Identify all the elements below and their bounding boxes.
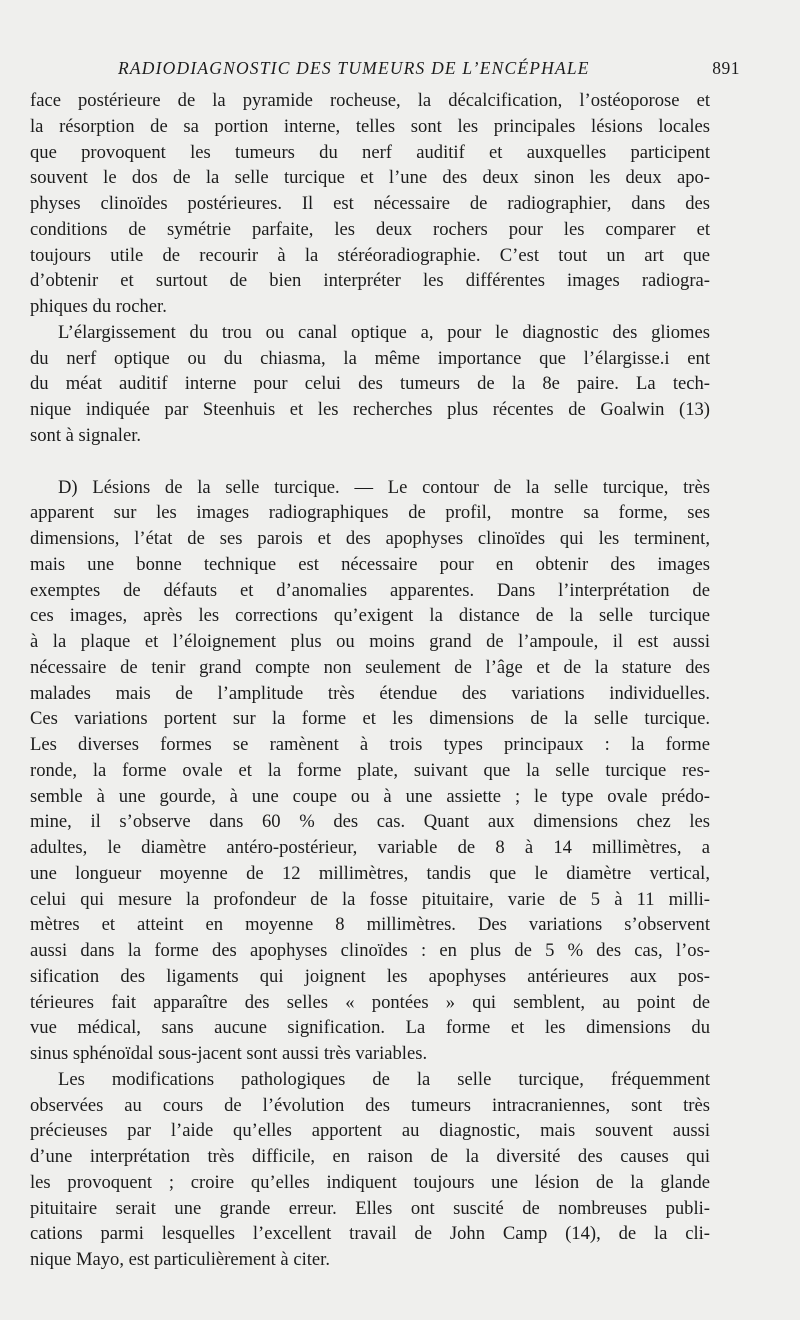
text-line: adultes, le diamètre antéro-postérieur, variable de 8 à 14 millimètres, a bbox=[30, 837, 710, 858]
text-line: d’obtenir et surtout de bien interpréter les différentes images radiogra- bbox=[30, 270, 710, 292]
page-number: 891 bbox=[712, 58, 740, 78]
text-line: Ces variations portent sur la forme et les dimensions de la selle turcique. bbox=[30, 708, 710, 730]
text-line: sont à signaler. bbox=[30, 424, 142, 446]
paragraph bbox=[30, 320, 710, 449]
running-header bbox=[30, 58, 772, 82]
running-title: RADIODIAGNOSTIC DES TUMEURS DE L’ENCÉPHALE bbox=[118, 58, 590, 78]
text-line: nique Mayo, est particulièrement à citer. bbox=[30, 1249, 330, 1270]
text-line: nécessaire de tenir grand compte non seulement de l’âge et de la stature des bbox=[30, 656, 710, 678]
paragraph bbox=[30, 88, 710, 320]
text-line: pituitaire serait une grande erreur. Elles ont suscité de nombreuses publi- bbox=[30, 1197, 710, 1219]
text-line: mètres et atteint en moyenne 8 millimètres. Des variations s’observent bbox=[30, 914, 710, 936]
text-line: la résorption de sa portion interne, telles sont les principales lésions locales bbox=[30, 115, 710, 137]
text-line: conditions de symétrie parfaite, les deux rochers pour les comparer et bbox=[30, 218, 710, 240]
text-line: phiques du rocher. bbox=[30, 296, 167, 317]
document-page bbox=[30, 0, 772, 1320]
text-line: nique indiquée par Steenhuis et les recherches plus récentes de Goalwin (13) bbox=[30, 399, 710, 420]
text-line: que provoquent les tumeurs du nerf auditif et auxquelles participent bbox=[30, 141, 710, 163]
text-line: semble à une gourde, à une coupe ou à une assiette ; le type ovale prédo- bbox=[30, 785, 710, 807]
paragraph bbox=[30, 1067, 710, 1273]
text-line: dimensions, l’état de ses parois et des apophyses clinoïdes qui les terminent, bbox=[30, 528, 710, 549]
text-line: les provoquent ; croire qu’elles indiquent toujours une lésion de la glande bbox=[30, 1171, 710, 1193]
text-line: exemptes de défauts et d’anomalies apparentes. Dans l’interprétation de bbox=[30, 579, 710, 601]
text-line: souvent le dos de la selle turcique et l’une des deux sinon les deux apo- bbox=[30, 167, 710, 189]
text-line: vue médical, sans aucune signification. La forme et les dimensions du bbox=[30, 1017, 710, 1039]
text-line: d’une interprétation très difficile, en raison de la diversité des causes qui bbox=[30, 1146, 710, 1167]
text-line: mais une bonne technique est nécessaire pour en obtenir des images bbox=[30, 553, 710, 575]
text-line: une longueur moyenne de 12 millimètres, tandis que le diamètre vertical, bbox=[30, 862, 710, 884]
text-line: sinus sphénoïdal sous-jacent sont aussi très variables. bbox=[30, 1043, 428, 1064]
text-line: physes clinoïdes postérieures. Il est nécessaire de radiographier, dans des bbox=[30, 193, 710, 214]
text-line: Les diverses formes se ramènent à trois types principaux : la forme bbox=[30, 734, 710, 755]
body-text bbox=[30, 88, 710, 1273]
text-line: ronde, la forme ovale et la forme plate, suivant que la selle turcique res- bbox=[30, 759, 710, 781]
text-line: apparent sur les images radiographiques de profil, montre sa forme, ses bbox=[30, 502, 710, 524]
text-line: térieures fait apparaître des selles « pontées » qui semblent, au point de bbox=[30, 991, 710, 1013]
text-line: ces images, après les corrections qu’exigent la distance de la selle turcique bbox=[30, 605, 710, 627]
text-line: Les modifications pathologiques de la selle turcique, fréquemment bbox=[58, 1068, 710, 1090]
text-line: toujours utile de recourir à la stéréoradiographie. C’est tout un art que bbox=[30, 244, 710, 266]
text-line: L’élargissement du trou ou canal optique a, pour le diagnostic des gliomes bbox=[58, 321, 710, 343]
text-line: celui qui mesure la profondeur de la fosse pituitaire, varie de 5 à 11 milli- bbox=[30, 888, 710, 910]
text-line: précieuses par l’aide qu’elles apportent au diagnostic, mais souvent aussi bbox=[30, 1120, 710, 1142]
text-line: mine, il s’observe dans 60 % des cas. Quant aux dimensions chez les bbox=[30, 811, 710, 833]
text-line: observées au cours de l’évolution des tumeurs intracraniennes, sont très bbox=[30, 1094, 710, 1116]
text-line: face postérieure de la pyramide rocheuse, la décalcification, l’ostéoporose et bbox=[30, 90, 710, 111]
text-line: à la plaque et l’éloignement plus ou moins grand de l’ampoule, il est aussi bbox=[30, 631, 710, 652]
text-line: cations parmi lesquelles l’excellent travail de John Camp (14), de la cli- bbox=[30, 1223, 710, 1245]
text-line: du méat auditif interne pour celui des tumeurs de la 8e paire. La tech- bbox=[30, 373, 710, 395]
text-line: malades mais de l’amplitude très étendue des variations individuelles. bbox=[30, 682, 710, 704]
text-line: aussi dans la forme des apophyses clinoïdes : en plus de 5 % des cas, l’os- bbox=[30, 940, 710, 961]
text-line: D) Lésions de la selle turcique. — Le contour de la selle turcique, très bbox=[58, 476, 710, 498]
paragraph bbox=[30, 475, 710, 1067]
text-line: sification des ligaments qui joignent les apophyses antérieures aux pos- bbox=[30, 965, 710, 987]
text-line: du nerf optique ou du chiasma, la même importance que l’élargisse.i ent bbox=[30, 347, 710, 369]
